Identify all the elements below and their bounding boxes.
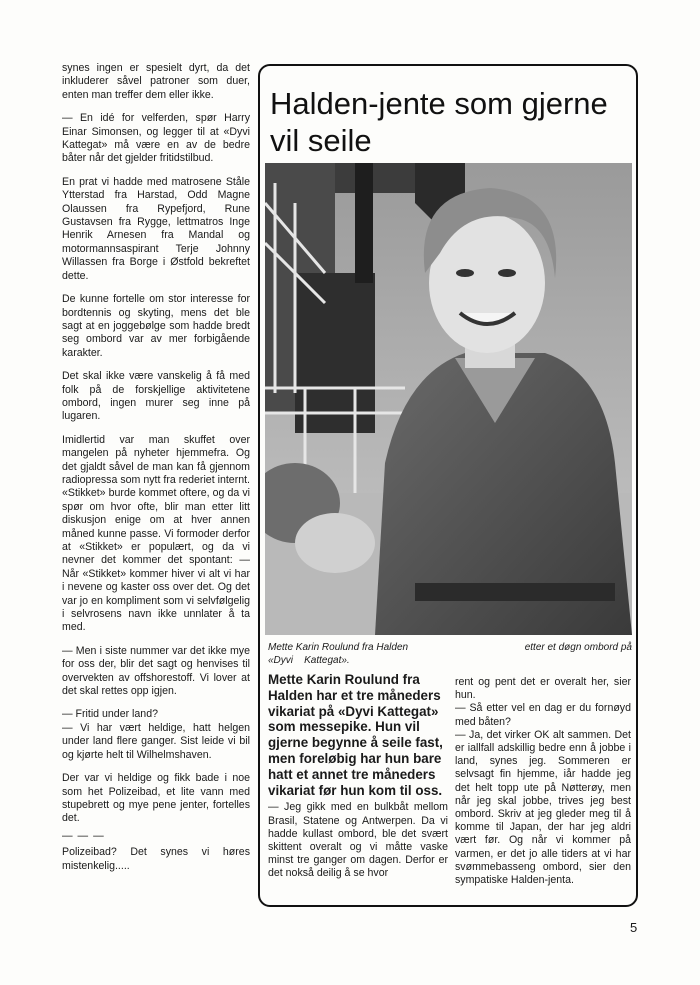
left-paragraph: De kunne fortelle om stor interesse for bordtennis og skyting, mens det ble sagt at en joggebølge som hadde bredt seg ombord var av mer forbigående karakter. — [62, 293, 250, 359]
article-headline: Halden-jente som gjerne vil seile — [270, 86, 608, 158]
caption-right: etter et døgn ombord på — [524, 642, 632, 653]
caption-line2: «Dyvi Kattegat». — [268, 655, 350, 666]
photo-caption — [268, 641, 632, 667]
article-body: — Jeg gikk med en bulkbåt mellom Brasil, Statene og Antwerpen. Da vi hadde kullast ombord, ble det svært skittent overalt og vi måtte vaske minst tre ganger om dagen. Derfor er det nokså deilig å se hvor — [268, 801, 448, 880]
article-column-1 — [268, 672, 448, 881]
caption-left: Mette Karin Roulund fra Halden — [268, 642, 409, 653]
section-rule: — — — — [62, 829, 105, 842]
left-paragraph: — Fritid under land? — [62, 708, 158, 721]
article-photo — [265, 163, 632, 635]
article-lead: Mette Karin Roulund fra Halden har et tre måneders vikariat på «Dyvi Kattegat» som messepike. Hun vil gjerne begynne å seile fast, men foreløbig har hun bare hatt et annet tre måneders vikariat før hun kom til oss. — [268, 672, 443, 798]
left-paragraph: — Vi har vært heldige, hatt helgen under land flere ganger. Sist leide vi bil og kjørte helt til Wilhelmshaven. — [62, 721, 250, 761]
left-paragraph: synes ingen er spesielt dyrt, da det inkluderer såvel patroner som duer, enten man treffer dem eller ikke. — [62, 62, 250, 101]
left-paragraph: — Men i siste nummer var det ikke mye for oss der, blir det sagt og henvises til overvekten av offshorestoff. Vi lover at det skal rettes opp igjen. — [62, 644, 250, 698]
left-paragraph: Polizeibad? Det synes vi høres mistenkelig..... — [62, 846, 250, 872]
left-paragraph: En prat vi hadde med matrosene Ståle Ytterstad fra Harstad, Odd Magne Olaussen fra Rypefjord, Rune Gustavsen fra Rygge, lettmatros Inge Henrik Arnesen fra Mandal og motormannsaspirant Terje Johnny Willassen fra Borge i Østfold bekreftet dette. — [62, 175, 250, 282]
article-column-2 — [455, 676, 631, 887]
left-paragraph: Det skal ikke være vanskelig å få med folk på de forskjellige aktivitetene ombord, ingen murer seg inne på lugaren. — [62, 370, 250, 423]
left-paragraph: — En idé for velferden, spør Harry Einar Simonsen, og legger til at «Dyvi Kattegat» må være en av de bedre båter når det gjelder fritidstilbud. — [62, 112, 250, 165]
page-number: 5 — [630, 920, 638, 935]
article-paragraph: — Så etter vel en dag er du fornøyd med båten? — [455, 702, 631, 728]
article-paragraph: rent og pent det er overalt her, sier hun. — [455, 676, 631, 702]
left-paragraph: Der var vi heldige og fikk bade i noe som het Polizeibad, et lite vann med stupebrett og mye pene jenter, fortelles det. — [62, 772, 250, 825]
portrait-photo-illustration — [265, 163, 632, 635]
left-column — [62, 62, 250, 883]
left-paragraph: Imidlertid var man skuffet over mangelen på nyheter hjemmefra. Og det gjaldt såvel de man kan få gjennom radiopressa som nytt fra rederiet internt. «Stikket» burde kommet oftere, og da vi spør om hvor ofte, blir man etter litt diskusjon enige om at hver annen måned kunne passe. Vi formoder derfor at «Stikket» er populært, og da vi nevner det kommer det spontant: — Når «Stikket» kommer hiver vi alt vi har i nevene og kaster oss over det. Og det var jo en kompliment som vi selvfølgelig i selvrosens navn ikke unnlater å ta med. — [62, 433, 250, 634]
article-paragraph: — Ja, det virker OK alt sammen. Det er iallfall adskillig bedre enn å jobbe i land, synes jeg. Sommeren er selvsagt fin hjemme, iår hadde jeg det helt topp ute på Nøtterøy, men når jeg skal jobbe, trives jeg best ombord. Skriv at jeg gleder meg til å komme til Japan, der har jeg aldri vært før. Og når vi kommer på varmen, er det jo alle tiders at vi har svømmebasseng ombord, sier den sympatiske Halden-jenta. — [455, 728, 631, 887]
